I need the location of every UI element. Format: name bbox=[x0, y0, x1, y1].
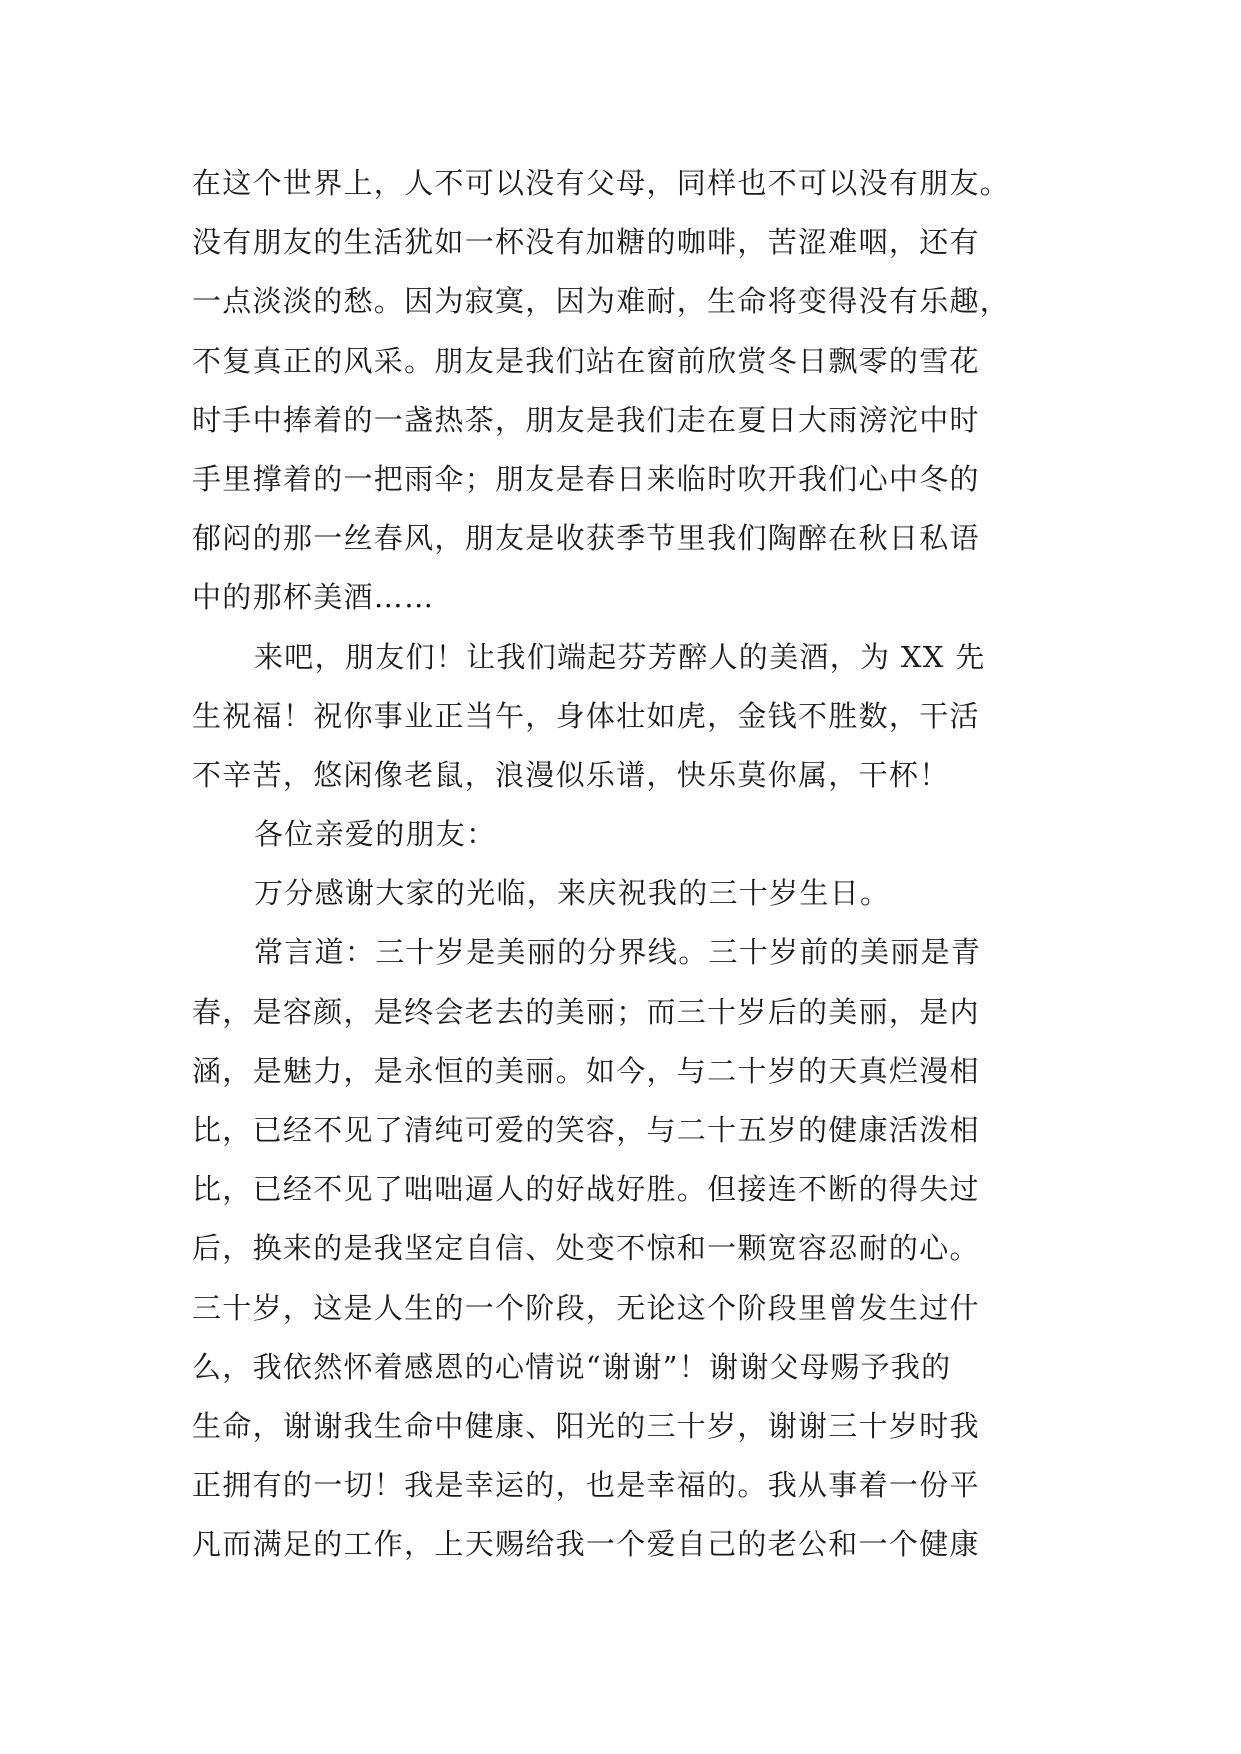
text-line: 一点淡淡的愁。因为寂寞，因为难耐，生命将变得没有乐趣， bbox=[192, 284, 1011, 319]
paragraph-start-line: 常言道：三十岁是美丽的分界线。三十岁前的美丽是青 bbox=[254, 935, 982, 970]
text-line: 凡而满足的工作，上天赐给我一个爱自己的老公和一个健康 bbox=[192, 1527, 980, 1562]
text-line: 比，已经不见了咄咄逼人的好战好胜。但接连不断的得失过 bbox=[192, 1172, 980, 1207]
text-line: 中的那杯美酒…… bbox=[192, 580, 435, 615]
text-line: 三十岁，这是人生的一个阶段，无论这个阶段里曾发生过什 bbox=[192, 1290, 980, 1325]
text-line: 郁闷的那一丝春风，朋友是收获季节里我们陶醉在秋日私语 bbox=[192, 521, 980, 556]
text-line: 不辛苦，悠闲像老鼠，浪漫似乐谱，快乐莫你属，干杯！ bbox=[192, 757, 950, 792]
text-line: 生命，谢谢我生命中健康、阳光的三十岁，谢谢三十岁时我 bbox=[192, 1408, 980, 1443]
text-line: 时手中捧着的一盏热茶，朋友是我们走在夏日大雨滂沱中时 bbox=[192, 402, 980, 437]
salutation-line: 各位亲爱的朋友： bbox=[254, 817, 497, 852]
text-line: 比，已经不见了清纯可爱的笑容，与二十五岁的健康活泼相 bbox=[192, 1113, 980, 1147]
body-text bbox=[192, 154, 1052, 1575]
text-line: 不复真正的风采。朋友是我们站在窗前欣赏冬日飘零的雪花 bbox=[192, 343, 980, 378]
text-line: 春，是容颜，是终会老去的美丽；而三十岁后的美丽，是内 bbox=[192, 994, 980, 1029]
text-line: 后，换来的是我坚定自信、处变不惊和一颗宽容忍耐的心。 bbox=[192, 1231, 980, 1266]
text-line: 么，我依然怀着感恩的心情说“谢谢”！谢谢父母赐予我的 bbox=[192, 1349, 952, 1384]
text-line: 涵，是魅力，是永恒的美丽。如今，与二十岁的天真烂漫相 bbox=[192, 1053, 980, 1088]
text-line: 手里撑着的一把雨伞；朋友是春日来临时吹开我们心中冬的 bbox=[192, 461, 980, 496]
text-line: 没有朋友的生活犹如一杯没有加糖的咖啡，苦涩难咽，还有 bbox=[192, 225, 980, 260]
text-line: 生祝福！祝你事业正当午，身体壮如虎，金钱不胜数，干活 bbox=[192, 698, 980, 733]
text-line: 正拥有的一切！我是幸运的，也是幸福的。我从事着一份平 bbox=[192, 1468, 980, 1503]
text-line: 在这个世界上，人不可以没有父母，同样也不可以没有朋友。 bbox=[192, 166, 1011, 200]
paragraph-start-line: 万分感谢大家的光临，来庆祝我的三十岁生日。 bbox=[254, 876, 891, 911]
paragraph-start-line: 来吧，朋友们！让我们端起芬芳醉人的美酒，为 XX 先 bbox=[254, 639, 986, 674]
